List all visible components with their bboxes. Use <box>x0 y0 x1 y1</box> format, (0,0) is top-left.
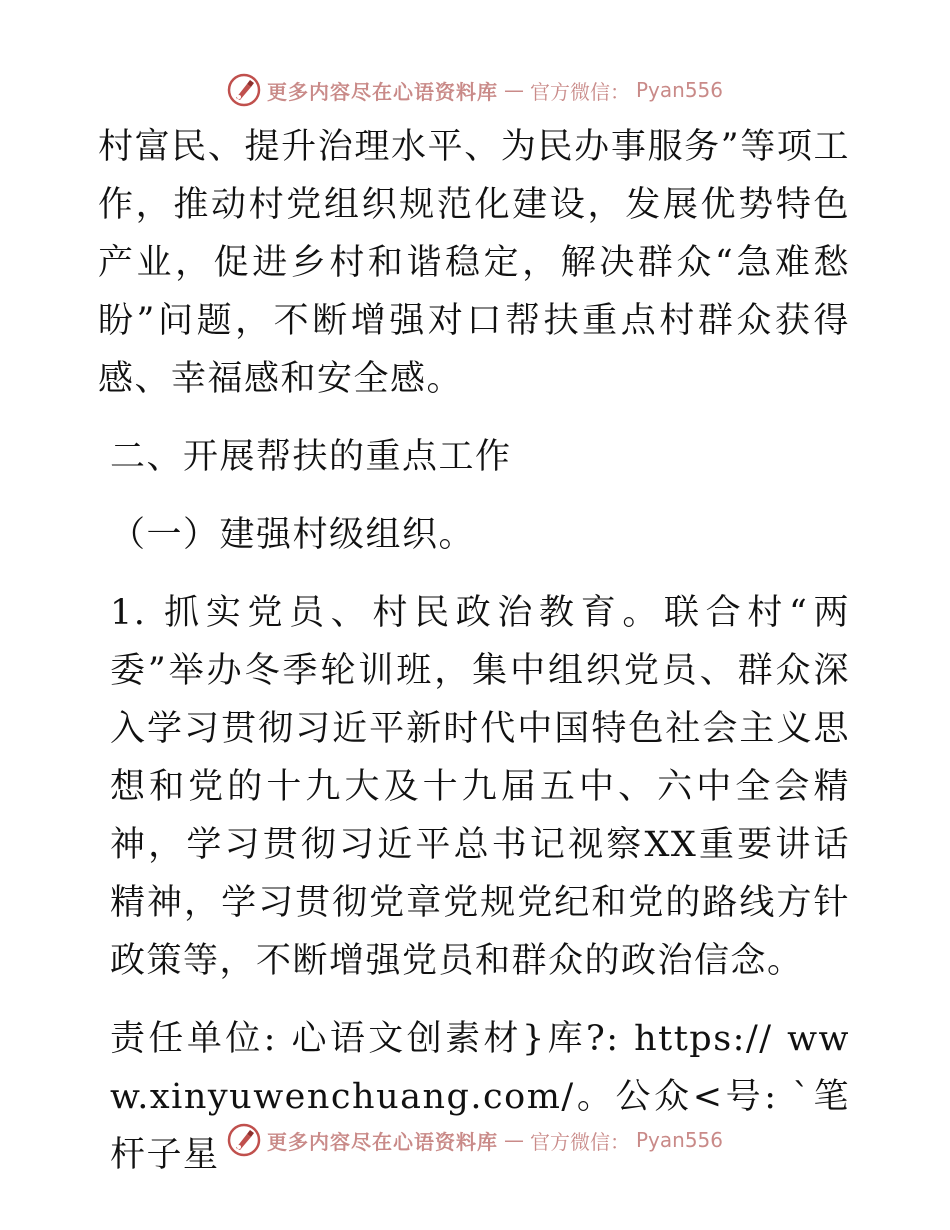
banner-wechat-label: 官方微信： <box>529 1129 630 1154</box>
footer-watermark-banner <box>0 1120 950 1160</box>
banner-wechat-id: Pyan556 <box>635 1128 723 1152</box>
pen-nib-logo-icon <box>227 1123 261 1157</box>
banner-wechat-label: 官方微信： <box>529 79 630 104</box>
subsection-heading: （一）建强村级组织。 <box>110 515 476 555</box>
paragraph-3: 责任单位: 心语文创素材}库?: https:// www.xinyuwenchuang.com/。公众<号: `笔杆子星 <box>110 1019 850 1175</box>
paragraph-1: 村富民、提升治理水平、为民办事服务”等项工作，推动村党组织规范化建设，发展优势特色产业，促进乡村和谐稳定，解决群众“急难愁盼”问题，不断增强对口帮扶重点村群众获得感、幸福感和安全感。 <box>98 127 850 399</box>
header-watermark-banner <box>0 70 950 110</box>
paragraph-2: 1. 抓实党员、村民政治教育。联合村“两委”举办冬季轮训班，集中组织党员、群众深入学习贯彻习近平新时代中国特色社会主义思想和党的十九大及十九届五中、六中全会精神，学习贯彻习近平总书记视察XX重要讲话精神，学习贯彻党章党规党纪和党的路线方针政策等，不断增强党员和群众的政治信念。 <box>110 593 850 981</box>
banner-main-text: 更多内容尽在心语资料库 <box>266 1129 498 1154</box>
banner-main-text: 更多内容尽在心语资料库 <box>266 79 498 104</box>
section-heading: 二、开展帮扶的重点工作 <box>110 437 512 477</box>
document-body <box>98 118 850 1184</box>
banner-wechat-id: Pyan556 <box>635 78 723 102</box>
pen-nib-logo-icon <box>227 73 261 107</box>
banner-separator: — <box>503 78 524 102</box>
banner-separator: — <box>503 1128 524 1152</box>
